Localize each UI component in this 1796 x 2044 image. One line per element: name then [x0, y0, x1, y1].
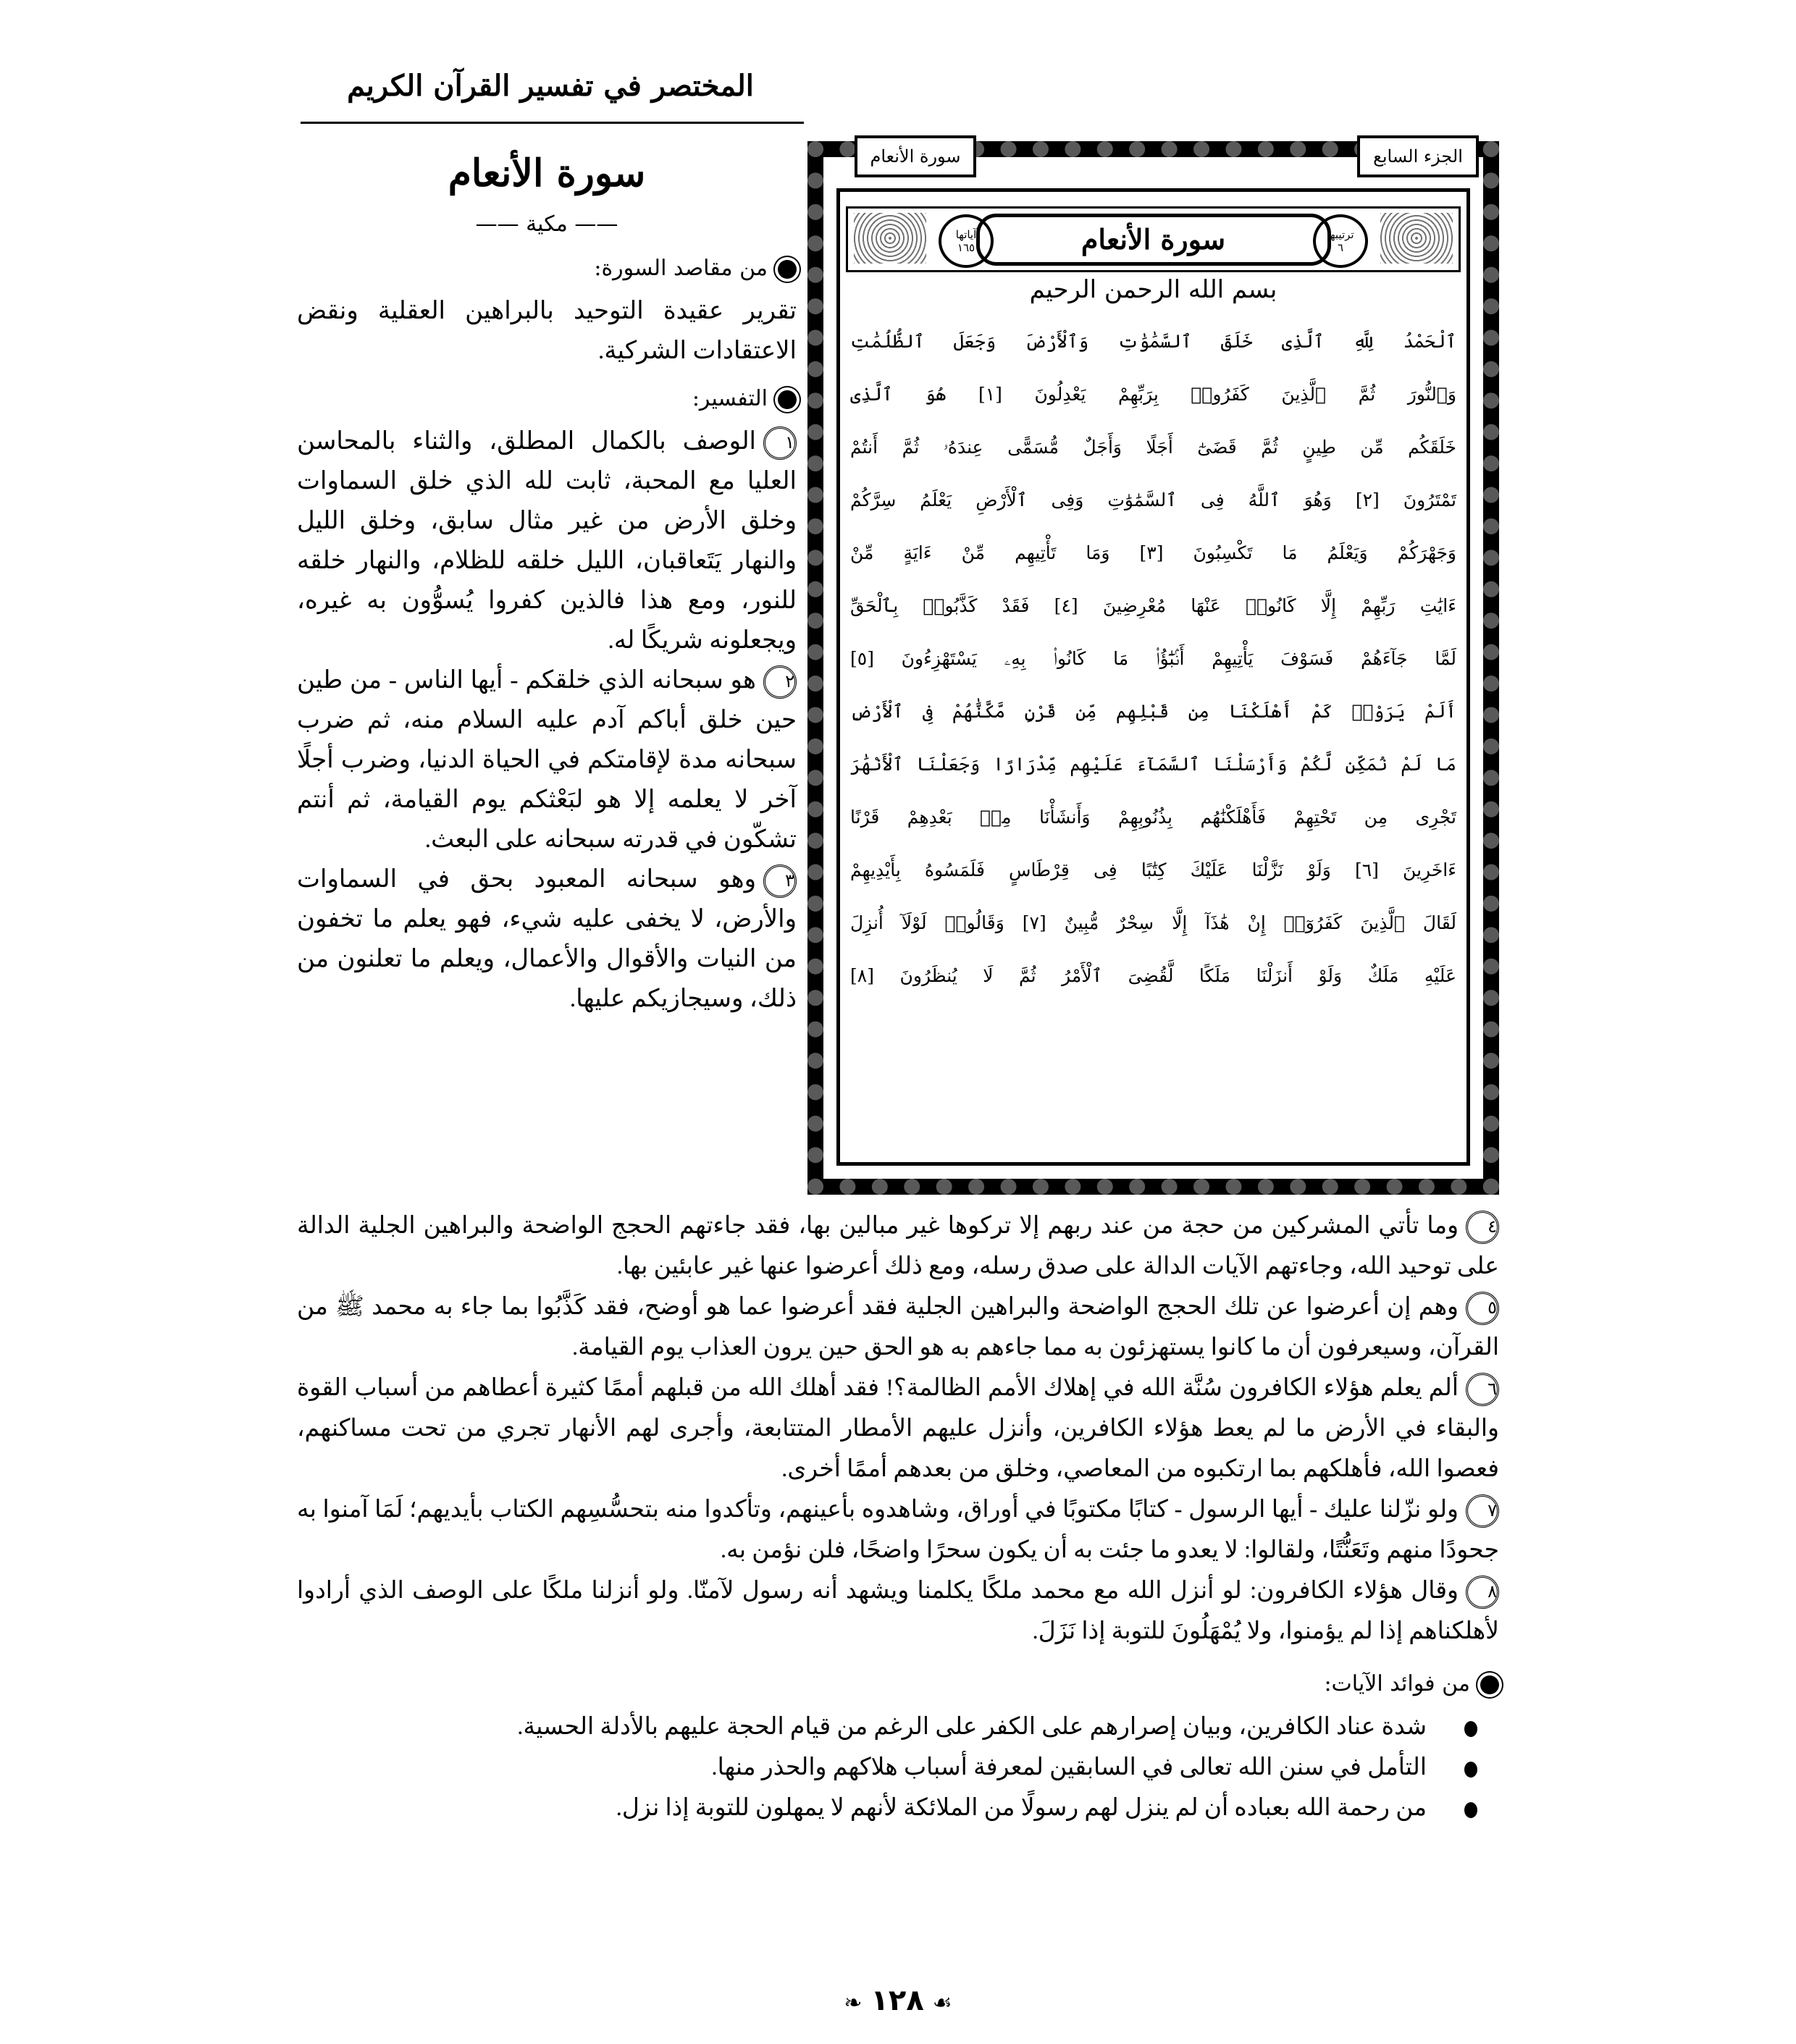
tafsir-verse-text: هو سبحانه الذي خلقكم - أيها الناس - من طين حين خلق أباكم آدم عليه السلام منه، ثم ضرب سبحانه مدة لإقامتكم في الحياة الدنيا، وضرب أجلًا آخر لا يعلمه إلا هو لبَعْثكم يوم القيامة، ثم أنتم تشكّون في قدرته سبحانه على البعث. [297, 667, 797, 853]
quran-line: وَٱلنُّورَ ثُمَّ ٱلَّذِينَ كَفَرُوا۟ بِرَبِّهِمْ يَعْدِلُونَ [١] هُوَ ٱلَّذِى [850, 384, 1456, 405]
arabesque-ornament-icon [1380, 213, 1453, 264]
floral-ornament-icon: ☙ [932, 1990, 952, 2016]
quran-line: وَجَهْرَكُمْ وَيَعْلَمُ مَا تَكْسِبُونَ [٣] وَمَا تَأْتِيهِم مِّنْ ءَايَةٍ مِّنْ [850, 542, 1456, 563]
mushaf-frame [807, 141, 1499, 1195]
ornamental-bullet-icon [778, 390, 797, 409]
tafsir-verse [297, 1206, 1499, 1287]
mushaf-text-area [836, 188, 1470, 1166]
verse-number-medallion: ٤ [1466, 1211, 1499, 1244]
quran-line: أَلَمْ يَرَوْا۟ كَمْ أَهْلَكْنَا مِن قَبْلِهِم مِّن قَرْنٍ مَّكَّنَّٰهُمْ فِى ٱلْأَرْضِ [850, 701, 1456, 722]
verse-number-medallion: ٨ [1466, 1576, 1499, 1609]
banner-surah-name: سورة الأنعام [976, 214, 1331, 266]
ayat-medallion [939, 214, 994, 268]
quran-line: لَقَالَ ٱلَّذِينَ كَفَرُوٓا۟ إِنْ هَٰذَآ إِلَّا سِحْرٌ مُّبِينٌ [٧] وَقَالُوا۟ لَوْلَآ أُنزِلَ [850, 912, 1456, 933]
tafsir-verse [297, 1368, 1499, 1489]
surah-tab-label: سورة الأنعام [855, 135, 976, 177]
quran-line: تَمْتَرُونَ [٢] وَهُوَ ٱللَّهُ فِى ٱلسَّمَٰوَٰتِ وَفِى ٱلْأَرْضِ يَعْلَمُ سِرَّكُمْ [850, 489, 1456, 510]
objectives-text: تقرير عقيدة التوحيد بالبراهين العقلية ونقض الاعتقادات الشركية. [297, 298, 797, 364]
floral-ornament-icon: ❧ [844, 1990, 863, 2016]
verse-number-medallion: ١ [763, 426, 797, 460]
quran-line: ءَاخَرِينَ [٦] وَلَوْ نَزَّلْنَا عَلَيْكَ كِتَٰبًا فِى قِرْطَاسٍ فَلَمَسُوهُ بِأَيْدِيهِمْ [850, 859, 1456, 880]
order-number: ٦ [1337, 241, 1344, 254]
quran-line: لَمَّا جَآءَهُمْ فَسَوْفَ يَأْتِيهِمْ أَنۢبَٰٓؤُا۟ مَا كَانُوا۟ بِهِۦ يَسْتَهْزِءُونَ [٥] [850, 648, 1456, 669]
benefit-item: من رحمة الله بعباده أن لم ينزل لهم رسولًا من الملائكة لأنهم لا يمهلون للتوبة إذا نزل. [297, 1788, 1499, 1828]
tafsir-verse [297, 421, 797, 660]
page-number: ١٢٨ [870, 1984, 924, 2017]
order-medallion [1313, 214, 1368, 268]
tafsir-verse-text: الوصف بالكمال المطلق، والثناء بالمحاسن العليا مع المحبة، ثابت لله الذي خلق السماوات وخلق الأرض من غير مثال سابق، وخلق الليل والنهار يَتَعاقبان، الليل خلقه للظلام، والنهار خلقه للنور، ومع هذا فالذين كفروا يُسوُّون به غيره، ويجعلونه شريكًا له. [297, 428, 797, 654]
arabesque-ornament-icon [854, 213, 926, 264]
verse-number-medallion: ٦ [1466, 1373, 1499, 1406]
quran-line: ٱلْحَمْدُ لِلَّهِ ٱلَّذِى خَلَقَ ٱلسَّمَٰوَٰتِ وَٱلْأَرْضَ وَجَعَلَ ٱلظُّلُمَٰتِ [850, 331, 1456, 352]
page-footer [0, 1984, 1796, 2017]
ornamental-bullet-icon [1480, 1675, 1499, 1694]
tafsir-verse-text: وما تأتي المشركين من حجة من عند ربهم إلا تركوها غير مبالين بها، فقد جاءتهم الحجج الواضحة والبراهين الجلية الدالة على توحيد الله، وجاءتهم الآيات الدالة على صدق رسله، ومع ذلك أعرضوا عنها غير عابئين بها. [297, 1213, 1499, 1279]
tafsir-verse-text: وهو سبحانه المعبود بحق في السماوات والأرض، لا يخفى عليه شيء، فهو يعلم ما تخفون من النيات والأقوال والأعمال، ويعلم ما تعلنون من ذلك، وسيجازيكم عليها. [297, 866, 797, 1012]
ayat-count: ١٦٥ [957, 241, 975, 254]
verse-number-medallion: ٥ [1466, 1292, 1499, 1325]
juz-label: الجزء السابع [1357, 135, 1479, 177]
tafsir-verse-text: وقال هؤلاء الكافرون: لو أنزل الله مع محمد ملكًا يكلمنا ويشهد أنه رسول لآمنّا. ولو أنزلنا ملكًا على الوصف الذي أرادوا لأهلكناهم إذا لم يؤمنوا، ولا يُمْهَلُونَ للتوبة إذا نَزَلَ. [297, 1578, 1499, 1644]
objectives-heading [297, 246, 797, 291]
tafsir-heading-text: التفسير: [692, 386, 768, 411]
quran-line: خَلَقَكُم مِّن طِينٍ ثُمَّ قَضَىٰٓ أَجَلًا وَأَجَلٌ مُّسَمًّى عِندَهُۥ ثُمَّ أَنتُمْ [850, 437, 1456, 458]
tafsir-verse [297, 1570, 1499, 1652]
quran-line: مَا لَمْ نُمَكِّن لَّكُمْ وَأَرْسَلْنَا ٱلسَّمَآءَ عَلَيْهِم مِّدْرَارًا وَجَعَلْنَا ٱلْأَنْهَٰرَ [850, 754, 1456, 775]
benefits-heading-text: من فوائد الآيات: [1324, 1671, 1470, 1696]
order-label: ترتيبها [1327, 228, 1354, 241]
ayat-label: آياتها [955, 228, 977, 241]
tafsir-verse-text: وهم إن أعرضوا عن تلك الحجج الواضحة والبراهين الجلية فقد أعرضوا عما هو أوضح، فقد كَذَّبُوا بما جاء به محمد ﷺ من القرآن، وسيعرفون أن ما كانوا يستهزئون به مما جاءهم به هو الحق حين يرون العذاب يوم القيامة. [297, 1294, 1499, 1360]
quran-line: عَلَيْهِ مَلَكٌ وَلَوْ أَنزَلْنَا مَلَكًا لَّقُضِىَ ٱلْأَمْرُ ثُمَّ لَا يُنظَرُونَ [٨] [850, 965, 1456, 986]
verse-number-medallion: ٧ [1466, 1494, 1499, 1528]
verse-number-medallion: ٢ [763, 665, 797, 699]
tafsir-verse [297, 1489, 1499, 1570]
benefit-item: التأمل في سنن الله تعالى في السابقين لمعرفة أسباب هلاكهم والحذر منها. [297, 1747, 1499, 1788]
tafsir-verse [297, 660, 797, 859]
ornamental-bullet-icon [778, 260, 797, 279]
tafsir-verse [297, 1287, 1499, 1368]
tafsir-side-column [297, 145, 797, 1019]
header-divider [301, 122, 804, 124]
benefit-item: شدة عناد الكافرين، وبيان إصرارهم على الكفر على الرغم من قيام الحجة عليهم بالأدلة الحسية. [297, 1707, 1499, 1747]
verse-number-medallion: ٣ [763, 865, 797, 898]
quran-line: تَجْرِى مِن تَحْتِهِمْ فَأَهْلَكْنَٰهُم بِذُنُوبِهِمْ وَأَنشَأْنَا مِنۢ بَعْدِهِمْ قَرْنًا [850, 807, 1456, 828]
surah-title: سورة الأنعام [448, 151, 646, 195]
objectives-heading-text: من مقاصد السورة: [594, 256, 768, 281]
benefits-heading [297, 1662, 1499, 1707]
tafsir-heading [297, 377, 797, 421]
book-title: المختصر في تفسير القرآن الكريم [347, 69, 754, 103]
tafsir-verse-text: ولو نزّلنا عليك - أيها الرسول - كتابًا مكتوبًا في أوراق، وشاهدوه بأعينهم، وتأكدوا منه بتحسُّسِهم الكتاب بأيديهم؛ لَمَا آمنوا به جحودًا منهم وتَعَنُّتًا، ولقالوا: لا يعدو ما جئت به أن يكون سحرًا واضحًا، فلن نؤمن به. [297, 1497, 1499, 1563]
quran-line: ءَايَٰتِ رَبِّهِمْ إِلَّا كَانُوا۟ عَنْهَا مُعْرِضِينَ [٤] فَقَدْ كَذَّبُوا۟ بِٱلْحَقِّ [850, 595, 1456, 616]
tafsir-full-width [297, 1206, 1499, 1828]
quran-lines [850, 315, 1456, 1002]
basmala: بسم الله الرحمن الرحيم [1029, 275, 1277, 304]
tafsir-verse-text: ألم يعلم هؤلاء الكافرون سُنَّة الله في إهلاك الأمم الظالمة؟! فقد أهلك الله من قبلهم أممًا كثيرة أعطاهم من أسباب القوة والبقاء في الأرض ما لم يعط هؤلاء الكافرين، وأنزل عليهم الأمطار المتتابعة، وأجرى لهم الأنهار تجري من تحت مساكنهم، فعصوا الله، فأهلكهم بما ارتكبوه من المعاصي، وخلق من بعدهم أممًا أخرى. [297, 1375, 1499, 1482]
tafsir-verse [297, 859, 797, 1019]
revelation-type: —— مكية —— [475, 211, 618, 237]
surah-banner [846, 206, 1461, 272]
